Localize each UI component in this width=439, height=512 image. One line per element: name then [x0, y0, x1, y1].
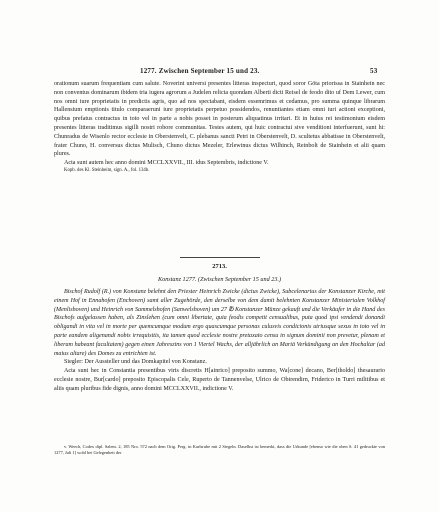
document-2	[54, 263, 385, 394]
doc1-body: orationum suarum frequentiam cum salute. Noverint universi presentes litteras inspecturi, quod soror Göta priorissa in Stainhein nec non conventus dominarum ibidem tria iugera agrorum a Judelen relicta quondam Alberti dicti Reisel de feodo dito uf Dem Lewer, cum nos omni iure proprietatis in predictis agris, quo ad nos spectabant, eisdem essemrimus et cedamus, pro summa quinque librarum Hallensium emptionis titulo comparaeruni iure proprietatis perpetuo possidendos, renuntiantes etiam omni iuri actioni exceptioni, quibus prefatus contractus in toto vel in parte a nobis posset in posterum aliquatinus irritari. Et in huius rei testimonium eisdem presentes litteras traditimus sigilli nostri robore communitas. Testes autem, qui huic contractui sive venditioni interfuerunt, sunt hi: Chunradus de Wisenlo rector ecclesie in Oberstenvelt, C. plebanus sancti Petri in Oberstenvelt, D. scultetus abbatisse in Oberstenvelt, frater Chuno, H. conversus dictus Mulisch, Chuno dictus Mezeler, Erlewinus dictus Wilhinch, Reinbolt de Stainhein et alii quam plures.	[54, 81, 385, 158]
doc2-regest: Bischof Rudolf (R.) von Konstanz belehnt den Priester Heinrich Zwicke (dictus Zwicke), Subcelenarius der Konstanzer Kirche, mit einem Hof in Ennahofen (Enchoven) samt aller Zugehörde, den derselbe von dem damit belehnten Konstanzer Ministerialen Volkhof (Menlishoven) und Heinrich von Sammelshofen (Sanwelshoven) um 27 ℔ Konstanzer Münze gekauft und die Verkäufer in die Hand des Bischofs aufgelassen haben, als Zinslehen (cum omni libertate, quia feodis competit censualibus, puta quod ipsi vendendi donandi obligandi in vita vel in morte per quemcumque modum ergo quascumque personas culusvis condicionis utriusque sexus in toto vel in parte eandem aligenandi nobis irrequisitis, ita tamen quod ecclesie nostre pretaxato censu in signum dominii non prevetur, plenam et liberam habeant facultatem) gegen einen Jahreszins von 1 Viertel Wachs, der alljährlich an Mariä Verkündigung an den Hochaltar (ad maius altare) des Domes zu entrichten ist.	[54, 289, 385, 357]
doc2-number: 2713.	[212, 263, 227, 270]
footnote-block	[54, 444, 385, 456]
page-number: 53	[370, 67, 378, 75]
header-title: 1277. Zwischen September 15 und 23.	[140, 67, 260, 75]
section-divider	[180, 257, 260, 258]
doc2-seal: Siegler: Der Aussteller und das Domkapitel von Konstanz.	[64, 359, 207, 366]
doc2-body: Acta sunt hec in Constantia presentibus viris discretis H[ainrico] preposito summo, Wa[cone] decano, Ber[tholdo] thesaurario ecclesie nostre, Bur[cardo] preposito Episcopalis Cele, Ruperto de Tannenvelse, Ulrico de Obirendirn, Friderico in Turri militibus et aliis quam pluribus fide dignis, anno domini MCCLXXVII., indictione V.	[54, 368, 385, 392]
doc2-footnote: v. Weech, Codex dipl. Salem. 2, 185 Nro. 572 nach dem Orig. Perg. in Karlsruhe mit 2 Siegeln. Daselbst ist bemerkt, dass die Urkunde [ebenso wie die oben S. 41 gedruckte von 1277, Juli 1] wohl bei Gelegenheit der	[54, 444, 385, 455]
document-1	[54, 80, 385, 174]
doc2-place-date: Konstanz 1277. (Zwischen September 15 und 23.)	[157, 276, 282, 283]
doc1-dating: Acta sunt autem hec anno domini MCCLXXVII., III. idus Septembris, indictione V.	[64, 160, 269, 167]
doc1-source: Kopb. des Kl. Steinheim, sign. A., fol. 134b.	[64, 167, 150, 173]
